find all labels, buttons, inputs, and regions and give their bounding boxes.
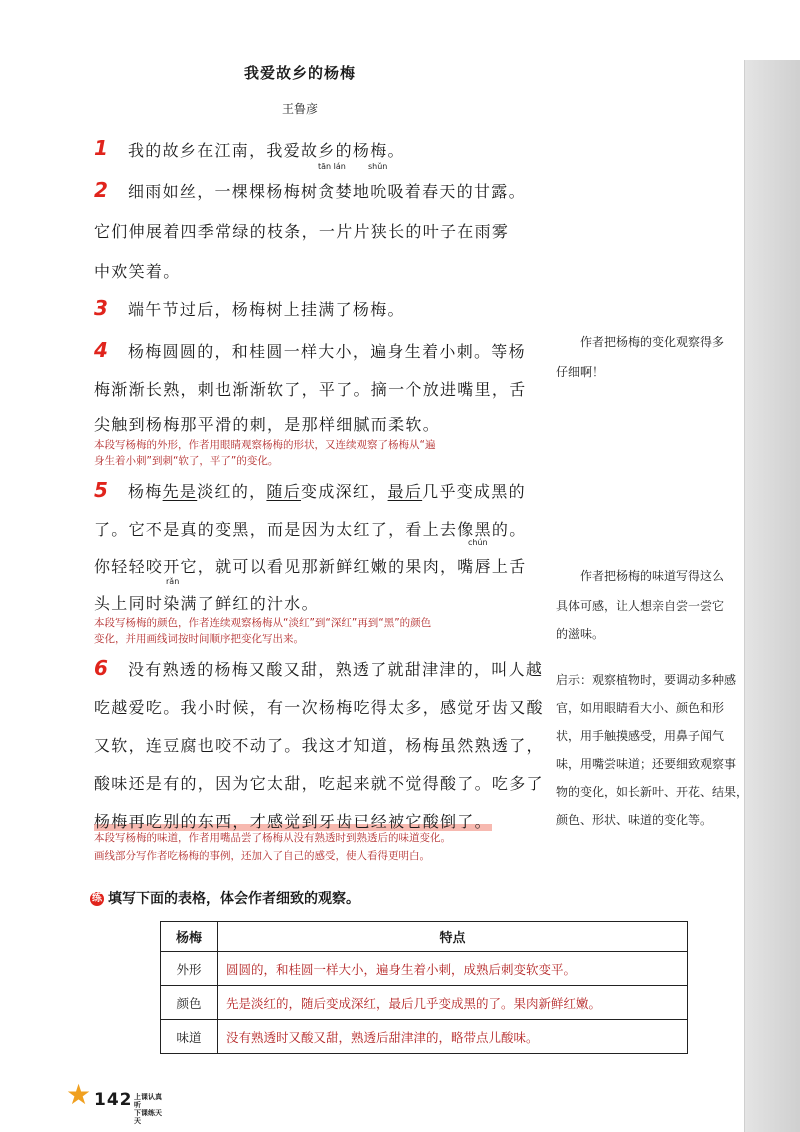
side-note-line: 味，用嘴尝味道；还要细致观察事 bbox=[556, 757, 737, 771]
side-note-line: 作者把杨梅的味道写得这么 bbox=[580, 569, 725, 583]
table-row bbox=[161, 986, 688, 1020]
table-row bbox=[161, 1020, 688, 1054]
paragraph-number: 1 bbox=[94, 136, 108, 160]
paragraph-2-line: 它们伸展着四季常绿的枝条，一片片狭长的叶子在雨雾 bbox=[94, 222, 510, 241]
paragraph-2-line: 中欢笑着。 bbox=[94, 262, 181, 281]
task-badge-icon: 练 bbox=[92, 893, 102, 904]
answer-cell: 圆圆的，和桂圆一样大小，遍身生着小刺，成熟后刺变软变平。 bbox=[218, 952, 688, 986]
page-number: 142 bbox=[94, 1090, 133, 1110]
paragraph-number: 6 bbox=[94, 656, 108, 680]
paragraph-5-line bbox=[128, 472, 526, 512]
annotation-line: 本段写杨梅的外形，作者用眼睛观察杨梅的形状，又连续观察了杨梅从“遍 bbox=[94, 439, 436, 451]
pinyin-tanlan: tān lán bbox=[318, 162, 346, 171]
footer-label-line: 上课认真听 bbox=[134, 1093, 162, 1109]
star-icon: ★ bbox=[66, 1078, 92, 1111]
row-label: 味道 bbox=[161, 1020, 218, 1054]
footer-label-line: 下课练天天 bbox=[134, 1109, 162, 1125]
underlined-word: 随后 bbox=[266, 482, 302, 501]
annotation-line: 身生着小刺”到刺“软了，平了”的变化。 bbox=[94, 455, 279, 467]
page-edge-shadow bbox=[744, 60, 800, 1132]
side-note-line: 物的变化，如长新叶、开花、结果， bbox=[556, 785, 749, 799]
task-title: 填写下面的表格，体会作者细致的观察。 bbox=[108, 891, 360, 907]
paragraph-6-line: 又软，连豆腐也咬不动了。我这才知道，杨梅虽然熟透了， bbox=[94, 736, 544, 755]
paragraph-number: 2 bbox=[94, 178, 108, 202]
highlighted-text: 杨梅再吃别的东西，才感觉到牙齿已经被它酸倒了。 bbox=[94, 812, 492, 831]
paragraph-4-line: 杨梅圆圆的，和桂圆一样大小，遍身生着小刺。等杨 bbox=[128, 342, 526, 361]
paragraph-5-line: 了。它不是真的变黑，而是因为太红了，看上去像黑的。 bbox=[94, 520, 527, 539]
footer-label bbox=[134, 1093, 164, 1125]
paragraph-2-line: 细雨如丝，一棵棵杨梅树贪婪地吮吸着春天的甘露。 bbox=[128, 182, 526, 201]
annotation-line: 本段写杨梅的颜色，作者连续观察杨梅从“淡红”到“深红”再到“黑”的颜色 bbox=[94, 617, 432, 629]
side-note-line: 的滋味。 bbox=[556, 627, 605, 641]
side-note-line: 官，如用眼睛看大小、颜色和形 bbox=[556, 701, 725, 715]
underlined-word: 最后 bbox=[387, 482, 423, 501]
row-label: 颜色 bbox=[161, 986, 218, 1020]
answer-cell: 没有熟透时又酸又甜，熟透后甜津津的，略带点儿酸味。 bbox=[218, 1020, 688, 1054]
text-segment: 杨梅 bbox=[128, 482, 163, 501]
pinyin-ran: rǎn bbox=[166, 577, 180, 586]
feature-table bbox=[160, 921, 688, 1054]
text-segment: 几乎变成黑的 bbox=[422, 482, 526, 501]
paragraph-4-line: 梅渐渐长熟，刺也渐渐软了，平了。摘一个放进嘴里，舌 bbox=[94, 380, 527, 399]
table-row bbox=[161, 952, 688, 986]
paragraph-6-line: 吃越爱吃。我小时候，有一次杨梅吃得太多，感觉牙齿又酸 bbox=[94, 698, 544, 717]
article-author: 王鲁彦 bbox=[281, 102, 318, 116]
side-note-line: 颜色、形状、味道的变化等。 bbox=[556, 813, 713, 827]
paragraph-number: 4 bbox=[94, 338, 108, 362]
row-label: 外形 bbox=[161, 952, 218, 986]
paragraph-6-line: 酸味还是有的，因为它太甜，吃起来就不觉得酸了。吃多了 bbox=[94, 774, 544, 793]
paragraph-6-line: 没有熟透的杨梅又酸又甜，熟透了就甜津津的，叫人越 bbox=[128, 660, 544, 679]
annotation-line: 变化，并用画线词按时间顺序把变化写出来。 bbox=[94, 633, 304, 645]
answer-cell: 先是淡红的，随后变成深红，最后几乎变成黑的了。果肉新鲜红嫩。 bbox=[218, 986, 688, 1020]
paragraph-1-line: 我的故乡在江南，我爱故乡的杨梅。 bbox=[128, 141, 405, 160]
text-segment: 淡红的， bbox=[197, 482, 267, 501]
annotation-line: 本段写杨梅的味道，作者用嘴品尝了杨梅从没有熟透时到熟透后的味道变化。 bbox=[94, 832, 451, 844]
table-header-row bbox=[161, 922, 688, 952]
pinyin-chun: chún bbox=[468, 538, 488, 547]
side-note-line: 具体可感，让人想亲自尝一尝它 bbox=[556, 599, 725, 613]
pinyin-shun: shǔn bbox=[368, 162, 388, 171]
article-title: 我爱故乡的杨梅 bbox=[243, 64, 356, 82]
paragraph-number: 5 bbox=[94, 478, 108, 502]
annotation-line: 画线部分写作者吃杨梅的事例，还加入了自己的感受，使人看得更明白。 bbox=[94, 850, 430, 862]
table-header: 杨梅 bbox=[161, 922, 218, 952]
side-note-line: 启示：观察植物时，要调动多种感 bbox=[556, 673, 737, 687]
side-note-line: 作者把杨梅的变化观察得多 bbox=[580, 335, 725, 349]
task-heading bbox=[90, 888, 360, 908]
side-note-line: 状，用手触摸感受，用鼻子闻气 bbox=[556, 729, 725, 743]
underlined-word: 先是 bbox=[162, 482, 198, 501]
paragraph-number: 3 bbox=[94, 296, 108, 320]
text-segment: 变成深红， bbox=[301, 482, 388, 501]
table-header: 特点 bbox=[218, 922, 688, 952]
paragraph-5-line: 头上同时染满了鲜红的汁水。 bbox=[94, 594, 319, 613]
paragraph-5-line: 你轻轻咬开它，就可以看见那新鲜红嫩的果肉，嘴唇上舌 bbox=[94, 557, 527, 576]
paragraph-4-line: 尖触到杨梅那平滑的刺，是那样细腻而柔软。 bbox=[94, 415, 441, 434]
paragraph-3-line: 端午节过后，杨梅树上挂满了杨梅。 bbox=[128, 300, 405, 319]
side-note-line: 仔细啊！ bbox=[556, 365, 605, 379]
